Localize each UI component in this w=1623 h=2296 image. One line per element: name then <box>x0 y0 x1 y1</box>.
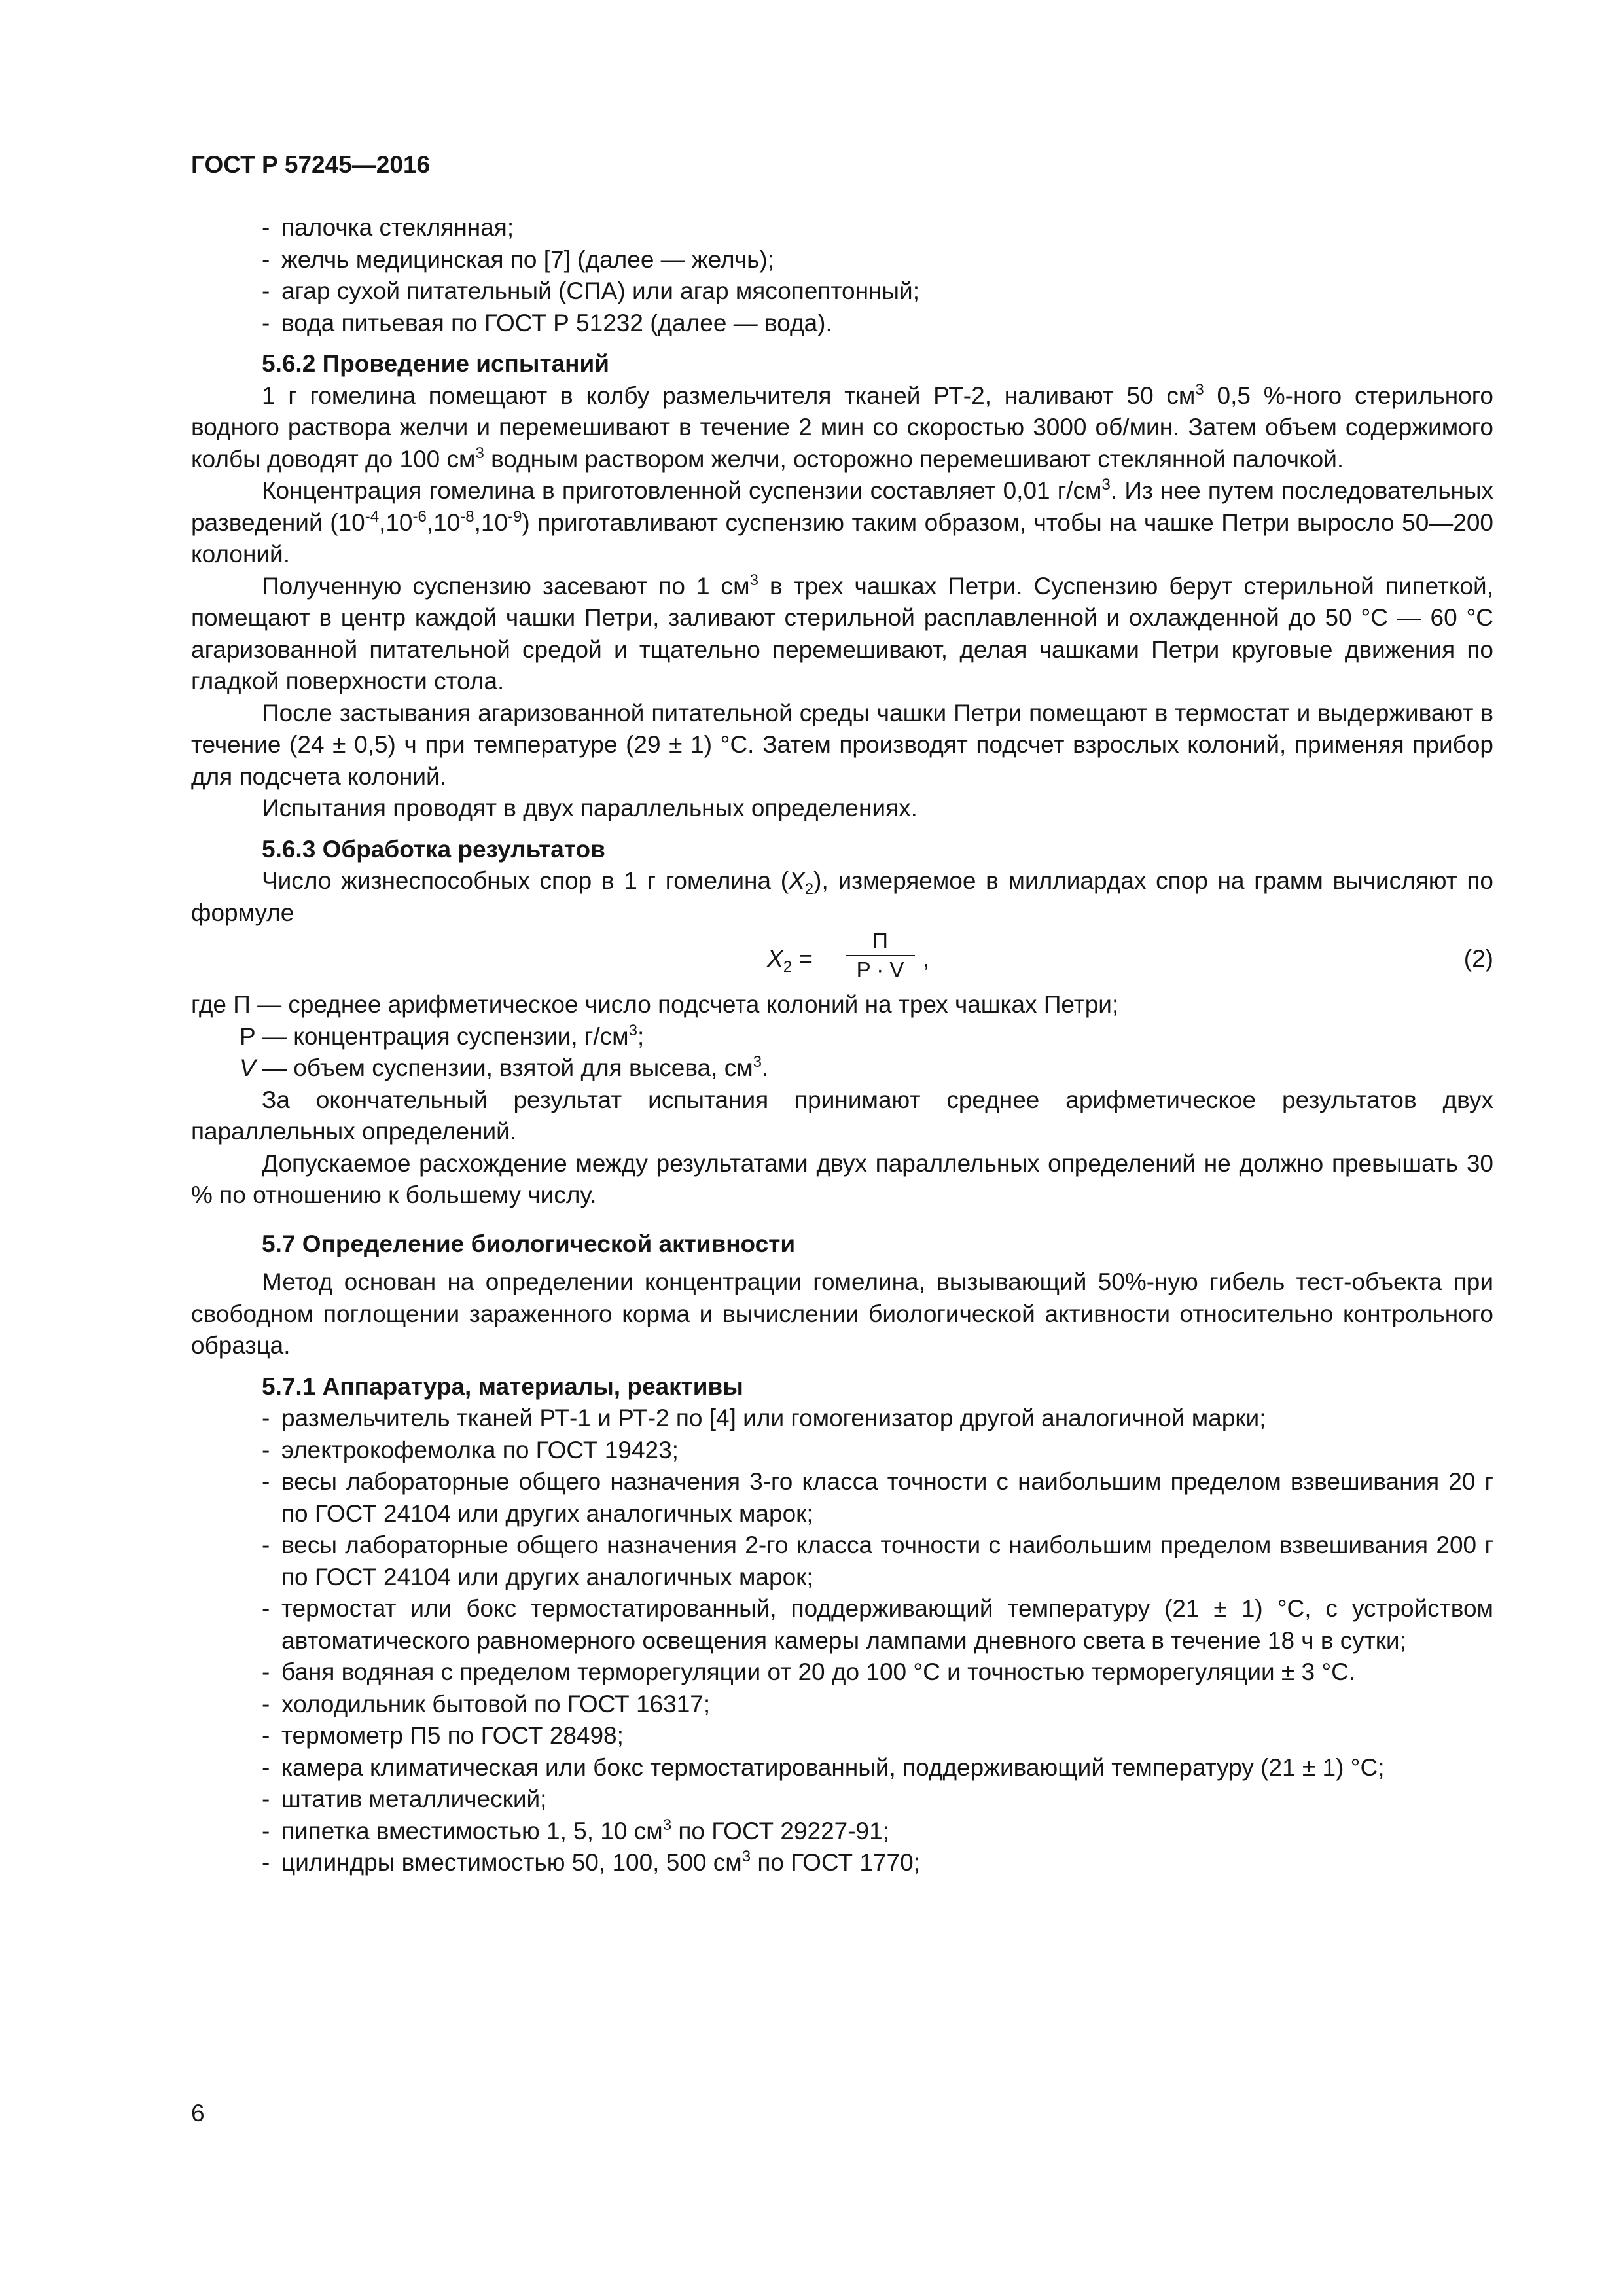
list-item: - термостат или бокс термостатированный, поддерживающий температуру (21 ± 1) °С, с устройством автоматического равномерного освещения камеры лампами дневного света в течение 18 ч в сутки; <box>262 1593 1493 1657</box>
formula-lhs: $X_2$ = <box>767 945 813 976</box>
list-item: - баня водяная с пределом терморегуляции от 20 до 100 °С и точностью терморегуляции ± 3 °С. <box>262 1657 1493 1689</box>
formula-denominator: P · V <box>856 958 904 982</box>
paragraph: После застывания агаризованной питательной среды чашки Петри помещают в термостат и выдерживают в течение (24 ± 0,5) ч при температуре (29 ± 1) °С. Затем производят подсчет взрослых колоний, применяя прибор для подсчета колоний. <box>191 699 1493 790</box>
page-content <box>191 212 1493 1879</box>
paragraph: Число жизнеспособных спор в 1 г гомелина $(X_2)$, измеряемое в миллиардах спор на грамм вычисляют по формуле <box>191 867 1493 926</box>
section-5-6-2-heading: 5.6.2 Проведение испытаний <box>262 350 610 377</box>
paragraph: Полученную суспензию засевают по 1 $см^3$ в трех чашках Петри. Суспензию берут стерильной пипеткой, помещают в центр каждой чашки Петри, заливают стерильной расплавленной и охлажденной до 50 °С — 60 °С агаризованной питательной средой и тщательно перемешивают, делая чашками Петри круговые движения по гладкой поверхности стола. <box>191 571 1494 694</box>
list-item: - цилиндры вместимостью 50, 100, 500 $см^3$ по ГОСТ 1770; <box>262 1847 1493 1879</box>
list-item: - термометр П5 по ГОСТ 28498; <box>262 1720 1493 1752</box>
paragraph: Испытания проводят в двух параллельных определениях. <box>262 795 918 821</box>
formula-numerator: П <box>846 927 915 956</box>
apparatus-list <box>191 1403 1493 1879</box>
materials-list-continued <box>191 212 1493 339</box>
paragraph: Концентрация гомелина в приготовленной суспензии составляет 0,01 $г/см^3$. Из нее путем последовательных разведений $(10^{-4},10^{-6},10^{-8},10^{-9})$ приготавливают суспензию таким образом, чтобы на чашке Петри выросло 50—200 колоний. <box>191 476 1494 567</box>
formula-2 <box>191 929 1493 989</box>
list-item: - пипетка вместимостью 1, 5, 10 $см^3$ по ГОСТ 29227-91; <box>262 1816 1493 1848</box>
section-5-6-3-heading: 5.6.3 Обработка результатов <box>262 835 605 863</box>
formula-legend <box>191 989 1493 1085</box>
legend-line: Р — концентрация суспензии, $г/см^3$; <box>240 1021 645 1050</box>
list-item: - палочка стеклянная; <box>262 212 1493 244</box>
section-5-7-heading: 5.7 Определение биологической активности <box>262 1230 796 1257</box>
paragraph: Допускаемое расхождение между результатами двух параллельных определений не должно превышать 30 % по отношению к большему числу. <box>191 1149 1493 1208</box>
paragraph: 1 г гомелина помещают в колбу размельчителя тканей РТ-2, наливают 50 $см^3$ 0,5 %-ного стерильного водного раствора желчи и перемешивают в течение 2 мин со скоростью 3000 об/мин. Затем объем содержимого колбы доводят до 100 $см^3$ водным раствором желчи, осторожно перемешивают стеклянной палочкой. <box>191 380 1493 473</box>
equation-number: (2) <box>1463 945 1493 972</box>
legend-line: где П — среднее арифметическое число подсчета колоний на трех чашках Петри; <box>191 991 1119 1018</box>
list-item: - весы лабораторные общего назначения 2-го класса точности с наибольшим пределом взвешивания 200 г по ГОСТ 24104 или других аналогичных марок; <box>262 1530 1493 1593</box>
list-item: - агар сухой питательный (СПА) или агар мясопептонный; <box>262 276 1493 308</box>
paragraph: За окончательный результат испытания принимают среднее арифметическое результатов двух параллельных определений. <box>191 1086 1493 1145</box>
list-item: - штатив металлический; <box>262 1784 1493 1816</box>
list-item: - холодильник бытовой по ГОСТ 16317; <box>262 1689 1493 1721</box>
document-header: ГОСТ Р 57245—2016 <box>191 151 431 178</box>
list-item: - электрокофемолка по ГОСТ 19423; <box>262 1435 1493 1467</box>
list-item: - камера климатическая или бокс термостатированный, поддерживающий температуру (21 ± 1) °С; <box>262 1752 1493 1784</box>
legend-line: V — объем суспензии, взятой для высева, $см^3$. <box>240 1053 769 1081</box>
section-5-7-1-heading: 5.7.1 Аппаратура, материалы, реактивы <box>262 1372 743 1400</box>
list-item: - вода питьевая по ГОСТ Р 51232 (далее — вода). <box>262 308 1493 340</box>
list-item: - размельчитель тканей РТ-1 и РТ-2 по [4] или гомогенизатор другой аналогичной марки; <box>262 1403 1493 1435</box>
list-item: - желчь медицинская по [7] (далее — желчь); <box>262 244 1493 276</box>
list-item: - весы лабораторные общего назначения 3-го класса точности с наибольшим пределом взвешивания 20 г по ГОСТ 24104 или других аналогичных марок; <box>262 1466 1493 1530</box>
page-number: 6 <box>191 2100 205 2126</box>
formula-fraction <box>846 927 915 984</box>
formula-comma: , <box>923 945 930 972</box>
paragraph: Метод основан на определении концентрации гомелина, вызывающий 50%-ную гибель тест-объекта при свободном поглощении зараженного корма и вычислении биологической активности относительно контрольного образца. <box>191 1268 1493 1359</box>
